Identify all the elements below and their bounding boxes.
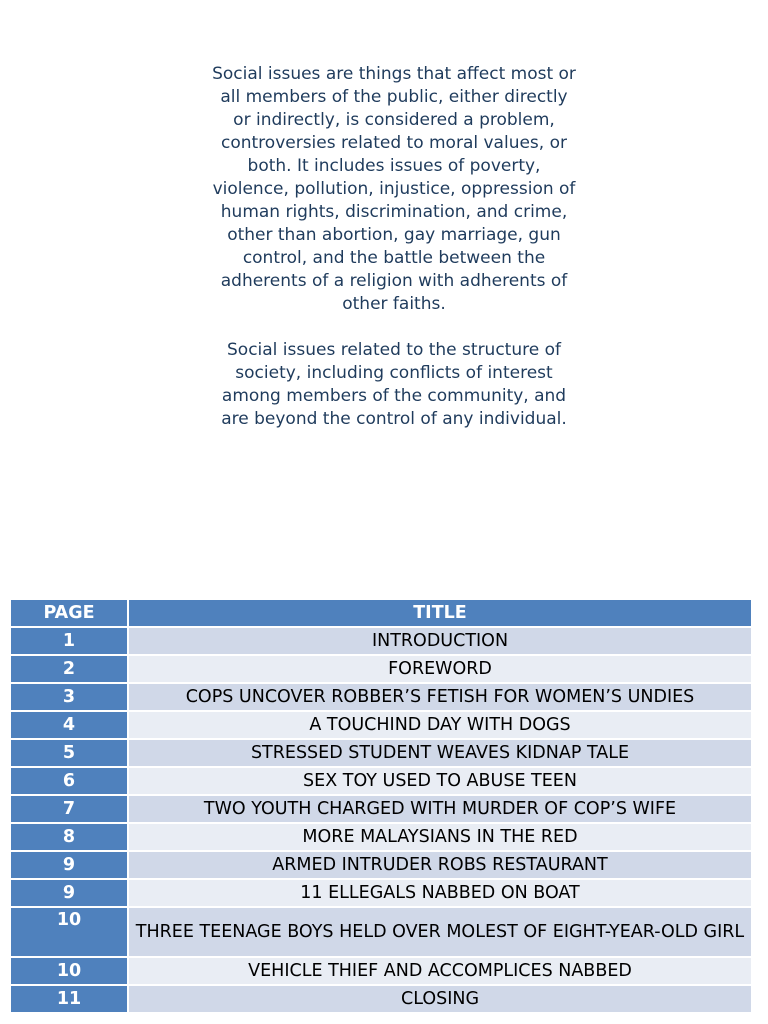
row-page: 4: [10, 711, 128, 739]
table-row: [10, 851, 752, 879]
row-title: STRESSED STUDENT WEAVES KIDNAP TALE: [128, 739, 752, 767]
table-row: [10, 907, 752, 957]
row-title: VEHICLE THIEF AND ACCOMPLICES NABBED: [128, 957, 752, 985]
row-title: THREE TEENAGE BOYS HELD OVER MOLEST OF EIGHT-YEAR-OLD GIRL: [128, 907, 752, 957]
row-page: 9: [10, 851, 128, 879]
intro-paragraph-2: Social issues related to the structure of society, including conflicts of interest among members of the community, and are beyond the control of any individual.: [221, 340, 567, 429]
intro-text: [209, 63, 579, 454]
row-title: FOREWORD: [128, 655, 752, 683]
row-page: 7: [10, 795, 128, 823]
row-title: CLOSING: [128, 985, 752, 1013]
table-row: [10, 985, 752, 1013]
row-page: 8: [10, 823, 128, 851]
header-title: TITLE: [128, 599, 752, 627]
row-title: MORE MALAYSIANS IN THE RED: [128, 823, 752, 851]
table-row: [10, 957, 752, 985]
row-title: 11 ELLEGALS NABBED ON BOAT: [128, 879, 752, 907]
table-row: [10, 627, 752, 655]
row-page: 1: [10, 627, 128, 655]
row-page: 6: [10, 767, 128, 795]
table-row: [10, 711, 752, 739]
row-page: 11: [10, 985, 128, 1013]
row-title: TWO YOUTH CHARGED WITH MURDER OF COP’S WIFE: [128, 795, 752, 823]
row-page: 2: [10, 655, 128, 683]
table-row: [10, 795, 752, 823]
row-page: 3: [10, 683, 128, 711]
table-row: [10, 655, 752, 683]
table-row: [10, 739, 752, 767]
table-row: [10, 823, 752, 851]
row-page: 9: [10, 879, 128, 907]
row-title: SEX TOY USED TO ABUSE TEEN: [128, 767, 752, 795]
row-title: COPS UNCOVER ROBBER’S FETISH FOR WOMEN’S UNDIES: [128, 683, 752, 711]
row-title: ARMED INTRUDER ROBS RESTAURANT: [128, 851, 752, 879]
contents-table: [9, 598, 753, 1014]
table-header-row: [10, 599, 752, 627]
header-page: PAGE: [10, 599, 128, 627]
row-page: 10: [10, 907, 128, 957]
row-title: INTRODUCTION: [128, 627, 752, 655]
table-row: [10, 683, 752, 711]
table-row: [10, 879, 752, 907]
row-title: A TOUCHIND DAY WITH DOGS: [128, 711, 752, 739]
table-row: [10, 767, 752, 795]
row-page: 5: [10, 739, 128, 767]
intro-paragraph-1: Social issues are things that affect most or all members of the public, either directly or indirectly, is considered a problem, controversies related to moral values, or both. It includes issues of poverty, violence, pollution, injustice, oppression of human rights, discrimination, and crime, other than abortion, gay marriage, gun control, and the battle between the adherents of a religion with adherents of other faiths.: [212, 64, 576, 314]
row-page: 10: [10, 957, 128, 985]
